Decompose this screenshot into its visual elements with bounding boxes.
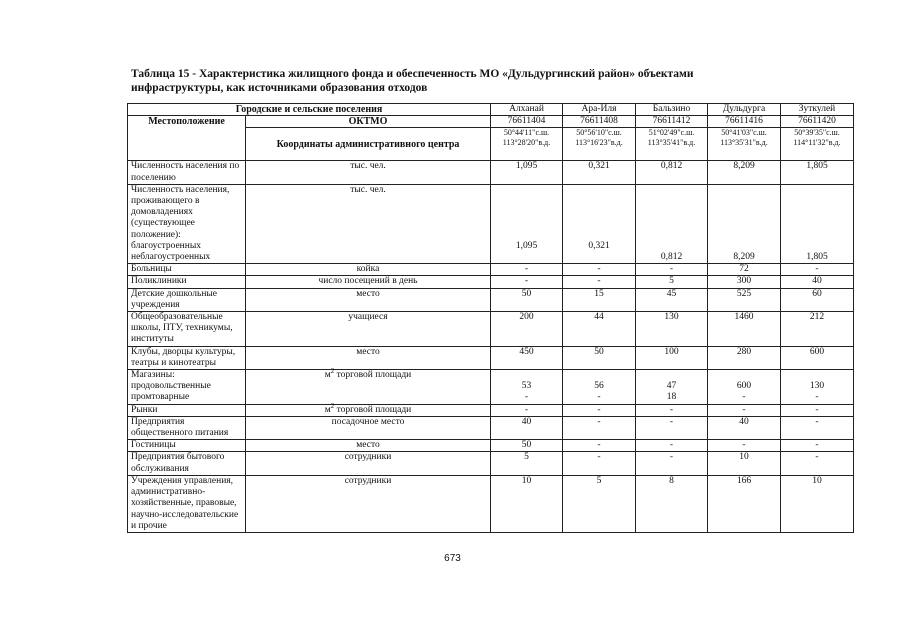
header-location: Местоположение — [128, 116, 246, 161]
unit-superscript: 2 — [330, 366, 335, 375]
admin-center-coords: 50°44'11"с.ш. 113°28'20"в.д. — [491, 128, 563, 161]
cell-value: - — [563, 276, 636, 288]
cell-value: 1,095 — [491, 161, 563, 184]
cell-value-pair — [636, 370, 708, 405]
row-unit: сотрудники — [246, 452, 491, 475]
table-row — [128, 312, 854, 347]
cell-value: 1,805 — [781, 161, 854, 184]
cell-value: - — [563, 404, 636, 416]
cell-value: 600 — [781, 346, 854, 369]
oktmo-code: 76611416 — [708, 116, 781, 128]
row-label: Магазины: продовольственные промтоварные — [128, 370, 246, 405]
header-settlement-name: Дульдурга — [708, 104, 781, 116]
cell-value: 5 — [636, 276, 708, 288]
cell-value: - — [491, 404, 563, 416]
cell-value: - — [563, 416, 636, 439]
table-row — [128, 288, 854, 311]
cell-value: - — [781, 452, 854, 475]
cell-value: - — [524, 392, 529, 403]
header-oktmo: ОКТМО — [246, 116, 491, 128]
row-label: Учреждения управления, административно-хозяйственные, правовые, научно-исследовательские и прочие — [128, 475, 246, 532]
row-label: Численность населения, проживающего в домовладениях (существующее положение): благоустроенных неблагоустроенных — [128, 184, 246, 263]
cell-value: 525 — [708, 288, 781, 311]
header-settlement-name: Зуткулей — [781, 104, 854, 116]
table-row — [128, 370, 854, 405]
table-caption: Таблица 15 - Характеристика жилищного фонда и обеспеченность МО «Дульдургинский район» объектами инфраструктуры, как источниками образования отходов — [131, 68, 694, 94]
cell-value: - — [563, 264, 636, 276]
cell-value-pair — [491, 370, 563, 405]
cell-value-pair — [563, 370, 636, 405]
cell-value: - — [636, 440, 708, 452]
header-settlement-name: Бальзино — [636, 104, 708, 116]
cell-value: - — [708, 440, 781, 452]
table-row — [128, 346, 854, 369]
cell-value: 5 — [563, 475, 636, 532]
cell-value: 44 — [563, 312, 636, 347]
cell-value: 300 — [708, 276, 781, 288]
cell-value: 56 — [594, 381, 604, 392]
cell-value: 280 — [708, 346, 781, 369]
cell-value: 130 — [636, 312, 708, 347]
cell-value: - — [781, 440, 854, 452]
cell-value: 10 — [708, 452, 781, 475]
table-row — [128, 184, 854, 263]
row-label: Предприятия общественного питания — [128, 416, 246, 439]
admin-center-coords: 51°02'49"с.ш. 113°35'41"в.д. — [636, 128, 708, 161]
table-row — [128, 161, 854, 184]
page-number: 673 — [444, 553, 461, 564]
unit-prefix: м — [324, 370, 331, 381]
oktmo-code: 76611412 — [636, 116, 708, 128]
cell-value: - — [563, 440, 636, 452]
infrastructure-table — [127, 103, 854, 533]
row-label: Предприятия бытового обслуживания — [128, 452, 246, 475]
cell-value: 50 — [491, 440, 563, 452]
cell-value: - — [781, 404, 854, 416]
cell-value: 72 — [708, 264, 781, 276]
cell-value-pair — [708, 370, 781, 405]
cell-value: - — [491, 264, 563, 276]
cell-value: 10 — [491, 475, 563, 532]
oktmo-code: 76611404 — [491, 116, 563, 128]
cell-value: - — [636, 264, 708, 276]
unit-superscript: 2 — [330, 401, 335, 410]
admin-center-coords: 50°56'10"с.ш. 113°16'23"в.д. — [563, 128, 636, 161]
oktmo-code: 76611420 — [781, 116, 854, 128]
cell-value: 0,321 — [563, 184, 636, 263]
table-row — [128, 264, 854, 276]
cell-value: - — [815, 392, 819, 403]
cell-value: 45 — [636, 288, 708, 311]
cell-value: 47 — [666, 381, 677, 392]
row-unit: место — [246, 346, 491, 369]
row-unit: посадочное место — [246, 416, 491, 439]
cell-value: 18 — [666, 392, 677, 403]
admin-center-coords: 50°39'35"с.ш. 114°11'32"в.д. — [781, 128, 854, 161]
cell-value: - — [597, 392, 601, 403]
cell-value: 1,805 — [781, 184, 854, 263]
row-label: Гостиницы — [128, 440, 246, 452]
header-coords: Координаты административного центра — [246, 128, 491, 161]
table-row — [128, 416, 854, 439]
admin-center-coords: 50°41'03"с.ш. 113°35'31"в.д. — [708, 128, 781, 161]
cell-value: 200 — [491, 312, 563, 347]
row-label: Общеобразовательные школы, ПТУ, техникумы, институты — [128, 312, 246, 347]
cell-value: - — [742, 392, 746, 403]
row-label: Численность населения по поселению — [128, 161, 246, 184]
cell-value: 50 — [491, 288, 563, 311]
row-unit — [246, 366, 491, 405]
unit-text: торговой площади — [336, 370, 412, 381]
cell-value: - — [708, 404, 781, 416]
cell-value: 8,209 — [708, 161, 781, 184]
row-unit: место — [246, 440, 491, 452]
cell-value: 166 — [708, 475, 781, 532]
row-unit: тыс. чел. — [246, 184, 491, 263]
cell-value: 0,812 — [636, 184, 708, 263]
cell-value: 600 — [736, 381, 752, 392]
cell-value: 100 — [636, 346, 708, 369]
unit-text: торговой площади — [336, 404, 412, 415]
cell-value: 15 — [563, 288, 636, 311]
header-settlements-group: Городские и сельские поселения — [128, 104, 491, 116]
header-settlement-name: Ара-Иля — [563, 104, 636, 116]
row-unit: число посещений в день — [246, 276, 491, 288]
row-unit: тыс. чел. — [246, 161, 491, 184]
row-unit: сотрудники — [246, 475, 491, 532]
cell-value: - — [781, 416, 854, 439]
cell-value: - — [636, 416, 708, 439]
cell-value: 1460 — [708, 312, 781, 347]
cell-value-pair — [781, 370, 854, 405]
oktmo-code: 76611408 — [563, 116, 636, 128]
cell-value: 212 — [781, 312, 854, 347]
cell-value: 40 — [708, 416, 781, 439]
row-label: Больницы — [128, 264, 246, 276]
cell-value: 10 — [781, 475, 854, 532]
cell-value: 8 — [636, 475, 708, 532]
row-label: Клубы, дворцы культуры, театры и кинотеатры — [128, 346, 246, 369]
row-unit: койка — [246, 264, 491, 276]
cell-value: 130 — [809, 381, 825, 392]
table-row — [128, 440, 854, 452]
cell-value: - — [491, 276, 563, 288]
row-unit: место — [246, 288, 491, 311]
cell-value: 40 — [491, 416, 563, 439]
row-unit: учащиеся — [246, 312, 491, 347]
table-row — [128, 276, 854, 288]
cell-value: 0,812 — [636, 161, 708, 184]
table-row — [128, 452, 854, 475]
row-label: Рынки — [128, 404, 246, 416]
cell-value: - — [781, 264, 854, 276]
header-settlement-name: Алханай — [491, 104, 563, 116]
cell-value: - — [636, 404, 708, 416]
table-row — [128, 475, 854, 532]
table-row — [128, 404, 854, 416]
cell-value: 50 — [563, 346, 636, 369]
row-unit — [246, 401, 491, 416]
cell-value: 40 — [781, 276, 854, 288]
cell-value: 60 — [781, 288, 854, 311]
cell-value: 53 — [521, 381, 532, 392]
cell-value: - — [636, 452, 708, 475]
cell-value: 0,321 — [563, 161, 636, 184]
row-label: Детские дошкольные учреждения — [128, 288, 246, 311]
cell-value: 450 — [491, 346, 563, 369]
cell-value: 1,095 — [491, 184, 563, 263]
cell-value: 5 — [491, 452, 563, 475]
cell-value: - — [563, 452, 636, 475]
unit-prefix: м — [324, 404, 331, 415]
row-label: Поликлиники — [128, 276, 246, 288]
cell-value: 8,209 — [708, 184, 781, 263]
